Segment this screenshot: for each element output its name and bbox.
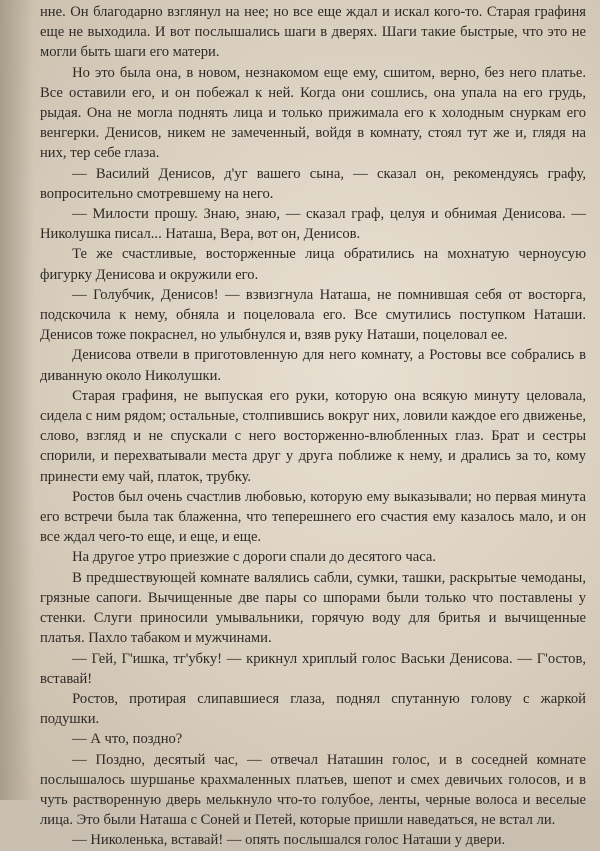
paragraph: Но это была она, в новом, незнакомом еще ему, сшитом, верно, без него платье. Все оставили его, и он побежал к ней. Когда они сошлись, она упала на его грудь, рыдая. Она не могла поднять лица и только прижимала его к холодным снуркам его венгерки. Денисов, никем не замеченный, войдя в комнату, стоял тут же и, глядя на них, тер себе глаза. — [40, 64, 586, 162]
page-text — [40, 2, 586, 851]
paragraph: Ростов был очень счастлив любовью, которую ему выказывали; но первая минута его встречи была так блаженна, что теперешнего его счастия ему казалось мало, и он все ждал чего-то еще, и еще, и еще. — [40, 488, 586, 546]
paragraph: — Милости прошу. Знаю, знаю, — сказал граф, целуя и обнимая Денисова. — Николушка писал... Наташа, Вера, вот он, Денисов. — [40, 206, 586, 243]
paragraph: На другое утро приезжие с дороги спали до десятого часа. — [72, 549, 437, 566]
paragraph: Денисова отвели в приготовленную для него комнату, а Ростовы все собрались в диванную около Николушки. — [40, 347, 586, 384]
paragraph: В предшествующей комнате валялись сабли, сумки, ташки, раскрытые чемоданы, грязные сапоги. Вычищенные две пары со шпорами были только что поставлены у стенки. Слуги приносили умывальники, горячую воду для бритья и вычищенные платья. Пахло табаком и мужчинами. — [40, 569, 586, 647]
paragraph: — Василий Денисов, д'yг вашего сына, — сказал он, рекомендуясь графу, вопросительно смотревшему на него. — [40, 165, 586, 202]
paragraph: — Николенька, вставай! — опять послышался голос Наташи у двери. — [72, 832, 506, 849]
paragraph: Ростов, протирая слипавшиеся глаза, поднял спутанную голову с жаркой подушки. — [40, 690, 586, 728]
page-gutter-shadow — [0, 0, 34, 800]
paragraph: — Голубчик, Денисов! — взвизгнула Наташа, не помнившая себя от восторга, подскочила к нему, обняла и поцеловала его. Все смутились поступком Наташи. Денисов тоже покраснел, но улыбнулся и, взяв руку Наташи, поцеловал ее. — [40, 286, 586, 344]
paragraph: — Поздно, десятый час, — отвечал Наташин голос, и в соседней комнате послышалось шуршанье крахмаленных платьев, шепот и смех девичьих голосов, и в чуть растворенную дверь мелькнуло что-то голубое, ленты, черные волоса и веселые лица. Это были Наташа с Соней и Петей, которые пришли наведаться, не встал ли. — [40, 751, 586, 829]
paragraph: Те же счастливые, восторженные лица обратились на мохнатую черноусую фигурку Денисова и окружили его. — [40, 246, 586, 283]
paragraph: нне. Он благодарно взглянул на нее; но все еще ждал и искал кого-то. Старая графиня еще не выходила. И вот послышались шаги в дверях. Шаги такие быстрые, что это не могли быть шаги его матери. — [40, 4, 586, 61]
paragraph: — Гей, Г'ишка, тг'убку! — крикнул хриплый голос Васьки Денисова. — Г'остов, вставай! — [40, 650, 586, 687]
paragraph: Старая графиня, не выпуская его руки, которую она всякую минуту целовала, сидела с ним рядом; остальные, столпившись вокруг них, ловили каждое его движенье, слово, взгляд и не спускали с него восторженно-влюбленных глаз. Брат и сестры спорили, и перехватывали места друг у друга поближе к нему, и дрались за то, кому принести ему чай, платок, трубку. — [40, 387, 586, 485]
paragraph: — А что, поздно? — [72, 731, 183, 748]
